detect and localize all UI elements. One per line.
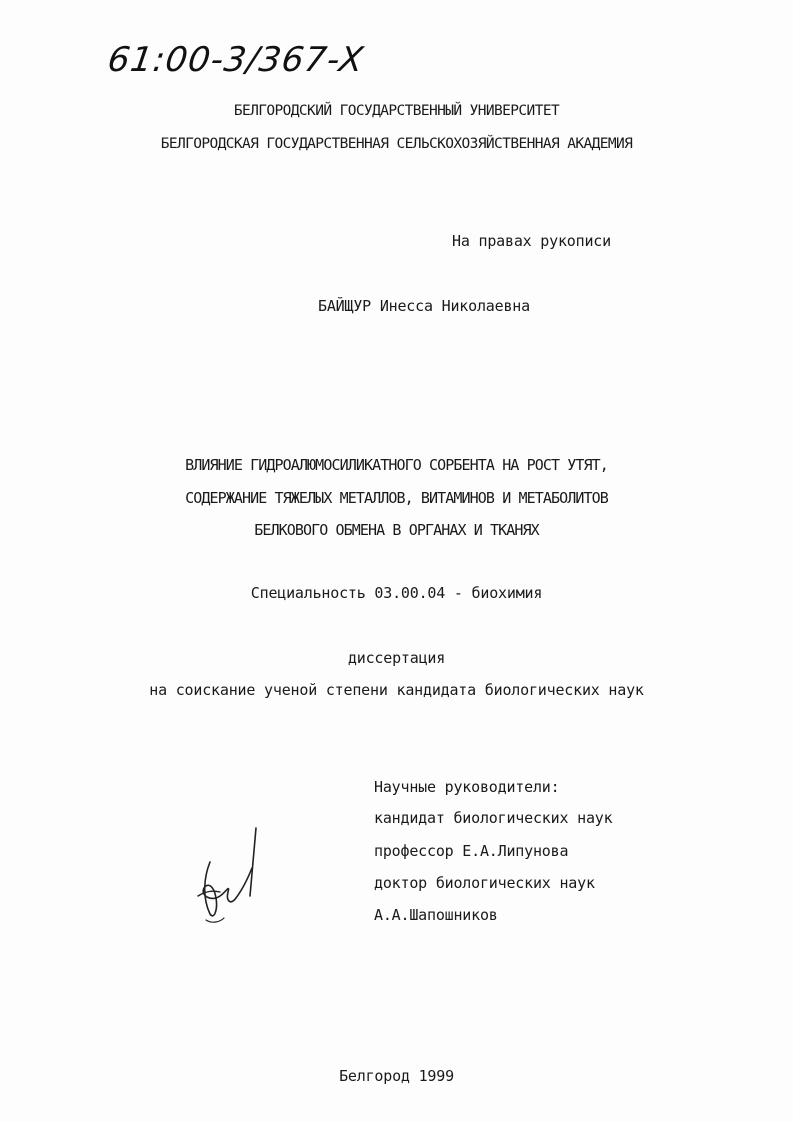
institution-university: БЕЛГОРОДСКИЙ ГОСУДАРСТВЕННЫЙ УНИВЕРСИТЕТ	[233, 103, 560, 119]
title-line-1: ВЛИЯНИЕ ГИДРОАЛЮМОСИЛИКАТНОГО СОРБЕНТА НА РОСТ УТЯТ,	[185, 456, 608, 474]
supervisor-1-name: профессор Е.А.Липунова	[374, 842, 569, 860]
rights-note: На правах рукописи	[452, 232, 611, 250]
supervisor-2-degree: доктор биологических наук	[374, 874, 595, 892]
specialty: Специальность 03.00.04 - биохимия	[250, 584, 543, 602]
supervisor-2-name: А.А.Шапошников	[374, 906, 498, 924]
institution-academy: БЕЛГОРОДСКАЯ ГОСУДАРСТВЕННАЯ СЕЛЬСКОХОЗЯЙСТВЕННАЯ АКАДЕМИЯ	[160, 136, 633, 152]
work-type: диссертация	[347, 649, 446, 667]
place-year: Белгород 1999	[339, 1067, 454, 1085]
title-line-3: БЕЛКОВОГО ОБМЕНА В ОРГАНАХ И ТКАНЯХ	[254, 521, 539, 539]
archive-code-handwritten: 61:00-3/367-X	[105, 40, 367, 80]
author-name: БАЙЩУР Инесса Николаевна	[318, 297, 530, 315]
supervisors-heading: Научные руководители:	[374, 778, 560, 796]
degree: на соискание ученой степени кандидата биологических наук	[149, 681, 644, 699]
supervisor-1-degree: кандидат биологических наук	[374, 809, 613, 827]
title-line-2: СОДЕРЖАНИЕ ТЯЖЕЛЫХ МЕТАЛЛОВ, ВИТАМИНОВ И МЕТАБОЛИТОВ	[185, 489, 608, 507]
handwritten-signature	[190, 822, 270, 927]
